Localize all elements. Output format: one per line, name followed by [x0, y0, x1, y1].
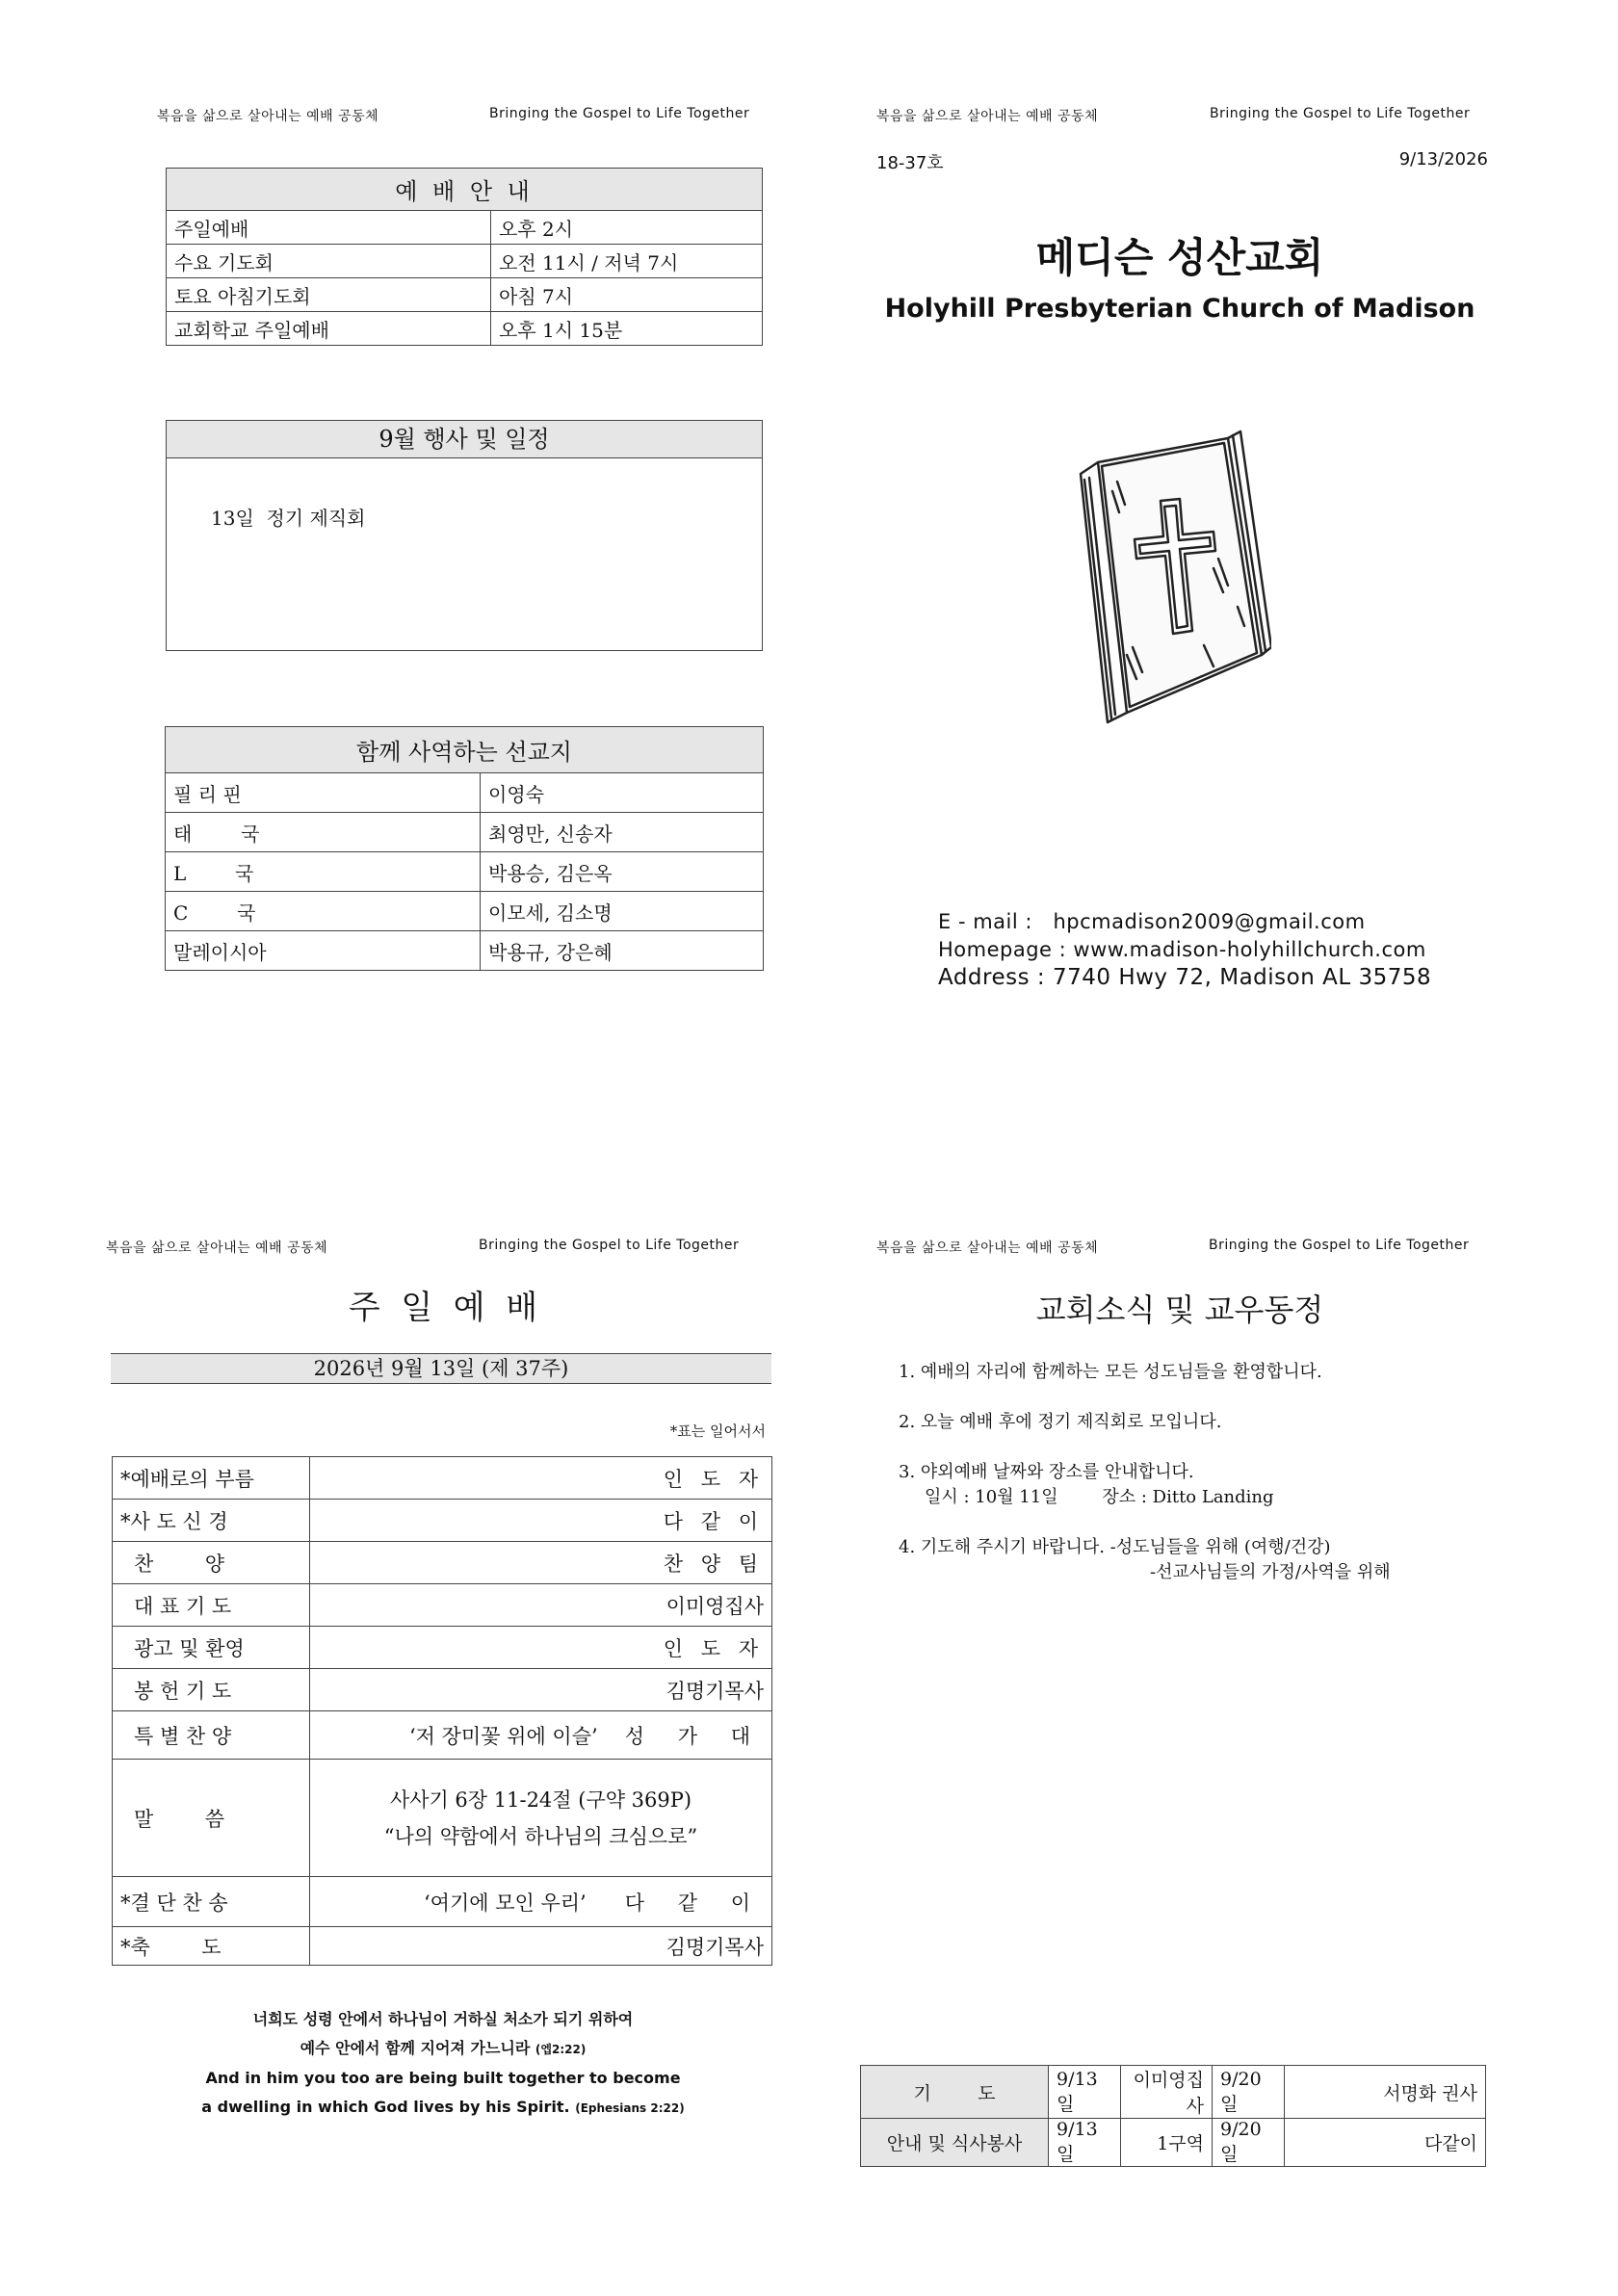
mission-country: 태 국 [166, 813, 481, 852]
email-value[interactable]: hpcmadison2009@gmail.com [1053, 910, 1366, 933]
mission-row [166, 892, 764, 931]
header-motto-en: Bringing the Gospel to Life Together [489, 106, 750, 121]
verse-en-text: a dwelling in which God lives by his Spirit. [201, 2098, 570, 2116]
order-label: 광고 및 환영 [113, 1627, 310, 1669]
mission-country: 말레이시아 [166, 931, 481, 971]
order-label: 대 표 기 도 [113, 1584, 310, 1627]
address-label: Address : [938, 965, 1046, 990]
header-motto-en: Bringing the Gospel to Life Together [1210, 106, 1471, 121]
mission-row [166, 773, 764, 813]
worship-order-row [113, 1584, 772, 1627]
order-label: 특 별 찬 양 [113, 1711, 310, 1760]
worship-order-row [113, 1927, 772, 1966]
order-detail-cell [310, 1711, 772, 1760]
bible-cross-icon [1069, 424, 1271, 732]
schedule-time: 오전 11시 / 저녁 7시 [491, 245, 763, 278]
mission-names: 이영숙 [481, 773, 764, 813]
worship-order-row [113, 1542, 772, 1584]
header-motto: 복음을 삶으로 살아내는 예배 공동체 [157, 109, 379, 124]
stand-note: *표는 일어서서 [669, 1422, 766, 1440]
mission-row [166, 813, 764, 852]
event-item: 13일 정기 제직회 [211, 507, 366, 530]
header-motto-en: Bringing the Gospel to Life Together [1209, 1238, 1470, 1253]
news-item-sub: -선교사님들의 가정/사역을 위해 [1150, 1562, 1391, 1582]
schedule-row [167, 278, 763, 312]
worship-order-row [113, 1627, 772, 1669]
news-item: 2. 오늘 예배 후에 정기 제직회로 모입니다. [899, 1412, 1222, 1432]
schedule-time: 오후 1시 15분 [491, 312, 763, 346]
worship-order-row [113, 1877, 772, 1927]
header-motto: 복음을 삶으로 살아내는 예배 공동체 [876, 109, 1099, 124]
duty-row [861, 2119, 1486, 2167]
order-who: 인 도 자 [310, 1457, 772, 1500]
verse-ko-ref: (엡2:22) [535, 2043, 587, 2056]
worship-order-row [113, 1457, 772, 1500]
issue-date: 9/13/2026 [1398, 149, 1488, 170]
worship-schedule-table [166, 168, 763, 346]
duty-person: 이미영집사 [1121, 2066, 1213, 2119]
sermon-passage: 사사기 6장 11-24절 (구약 369P) [389, 1787, 692, 1812]
worship-title: 주 일 예 배 [348, 1289, 538, 1327]
order-label: 말 씀 [113, 1760, 310, 1877]
order-label: *결 단 찬 송 [113, 1877, 310, 1927]
homepage-label: Homepage : [938, 938, 1067, 961]
order-who: 김명기목사 [310, 1669, 772, 1711]
mission-names: 박용승, 김은옥 [481, 852, 764, 892]
order-label: *예배로의 부름 [113, 1457, 310, 1500]
header-motto: 복음을 삶으로 살아내는 예배 공동체 [876, 1240, 1099, 1256]
order-who: 찬 양 팀 [310, 1542, 772, 1584]
missions-table [165, 726, 764, 971]
order-label: 봉 헌 기 도 [113, 1669, 310, 1711]
sermon-title: “나의 약함에서 하나님의 크심으로” [383, 1824, 698, 1848]
church-name-ko: 메디슨 성산교회 [1035, 234, 1324, 281]
mission-country: 필 리 핀 [166, 773, 481, 813]
events-box [166, 420, 763, 651]
order-detail: ‘여기에 모인 우리’ [424, 1891, 587, 1915]
worship-order-row [113, 1711, 772, 1760]
news-item: 4. 기도해 주시기 바랍니다. -성도님들을 위해 (여행/건강) [899, 1537, 1331, 1557]
duty-role: 기 도 [861, 2066, 1049, 2119]
duty-row [861, 2066, 1486, 2119]
order-label: *사 도 신 경 [113, 1500, 310, 1542]
duty-table [860, 2065, 1486, 2167]
schedule-row [167, 312, 763, 346]
duty-date: 9/20일 [1213, 2119, 1285, 2167]
order-detail-cell [310, 1877, 772, 1927]
verse-en-line-2 [111, 2093, 775, 2123]
email-line [938, 908, 1431, 936]
news-item: 3. 야외예배 날짜와 장소를 안내합니다. [899, 1462, 1194, 1482]
news-list [899, 1358, 1496, 1583]
schedule-name: 토요 아침기도회 [167, 278, 491, 312]
mission-names: 이모세, 김소명 [481, 892, 764, 931]
verse-ko-line-2 [111, 2034, 775, 2064]
verse-en-line: And in him you too are being built together to become [205, 2069, 681, 2087]
homepage-line [938, 936, 1431, 964]
address-value: 7740 Hwy 72, Madison AL 35758 [1052, 965, 1432, 990]
schedule-time: 아침 7시 [491, 278, 763, 312]
schedule-row [167, 211, 763, 245]
worship-order-row [113, 1500, 772, 1542]
order-who: 성 가 대 [624, 1724, 764, 1748]
church-name-en: Holyhill Presbyterian Church of Madison [884, 294, 1475, 324]
mission-names: 최영만, 신송자 [481, 813, 764, 852]
worship-date-line: 2026년 9월 13일 (제 37주) [111, 1353, 771, 1384]
order-detail-wrap [318, 1888, 764, 1917]
worship-order-table [112, 1456, 772, 1966]
schedule-name: 수요 기도회 [167, 245, 491, 278]
duty-person: 서명화 권사 [1285, 2066, 1486, 2119]
duty-person: 다같이 [1285, 2119, 1486, 2167]
news-title: 교회소식 및 교우동정 [1035, 1292, 1324, 1328]
worship-order-row [113, 1669, 772, 1711]
schedule-name: 교회학교 주일예배 [167, 312, 491, 346]
mission-country: C 국 [166, 892, 481, 931]
header-motto-en: Bringing the Gospel to Life Together [479, 1238, 740, 1253]
issue-number: 18-37호 [876, 153, 944, 173]
header-motto: 복음을 삶으로 살아내는 예배 공동체 [106, 1240, 328, 1256]
duty-role: 안내 및 식사봉사 [861, 2119, 1049, 2167]
mission-names: 박용규, 강은혜 [481, 931, 764, 971]
memory-verse [111, 2005, 775, 2123]
events-title: 9월 행사 및 일정 [167, 421, 762, 458]
order-label: 찬 양 [113, 1542, 310, 1584]
schedule-name: 주일예배 [167, 211, 491, 245]
mission-country: L 국 [166, 852, 481, 892]
news-item: 1. 예배의 자리에 함께하는 모든 성도님들을 환영합니다. [899, 1362, 1322, 1382]
order-who: 인 도 자 [310, 1627, 772, 1669]
worship-order-row [113, 1760, 772, 1877]
order-who: 다 같 이 [310, 1500, 772, 1542]
order-who: 김명기목사 [310, 1927, 772, 1966]
schedule-time: 오후 2시 [491, 211, 763, 245]
verse-ko-line: 너희도 성령 안에서 하나님이 거하실 처소가 되기 위하여 [252, 2010, 634, 2028]
duty-person: 1구역 [1121, 2119, 1213, 2167]
order-who: 이미영집사 [310, 1584, 772, 1627]
mission-row [166, 852, 764, 892]
mission-row [166, 931, 764, 971]
order-label: *축 도 [113, 1927, 310, 1966]
homepage-value[interactable]: www.madison-holyhillchurch.com [1073, 938, 1426, 961]
verse-en-ref: (Ephesians 2:22) [575, 2101, 685, 2115]
sermon-cell [310, 1760, 772, 1877]
address-line [938, 964, 1431, 992]
order-detail-wrap [318, 1721, 764, 1750]
missions-title: 함께 사역하는 선교지 [166, 727, 764, 773]
duty-date: 9/13일 [1049, 2119, 1121, 2167]
verse-ko-text: 예수 안에서 함께 지어져 가느니라 [300, 2039, 531, 2057]
email-label: E - mail : [938, 910, 1032, 933]
schedule-row [167, 245, 763, 278]
order-detail: ‘저 장미꽃 위에 이슬’ [409, 1724, 598, 1748]
duty-date: 9/13일 [1049, 2066, 1121, 2119]
contact-block [938, 908, 1431, 992]
schedule-title: 예 배 안 내 [167, 169, 763, 211]
duty-date: 9/20일 [1213, 2066, 1285, 2119]
order-who: 다 같 이 [624, 1891, 764, 1915]
news-item-sub: 일시 : 10월 11일 장소 : Ditto Landing [925, 1487, 1274, 1507]
